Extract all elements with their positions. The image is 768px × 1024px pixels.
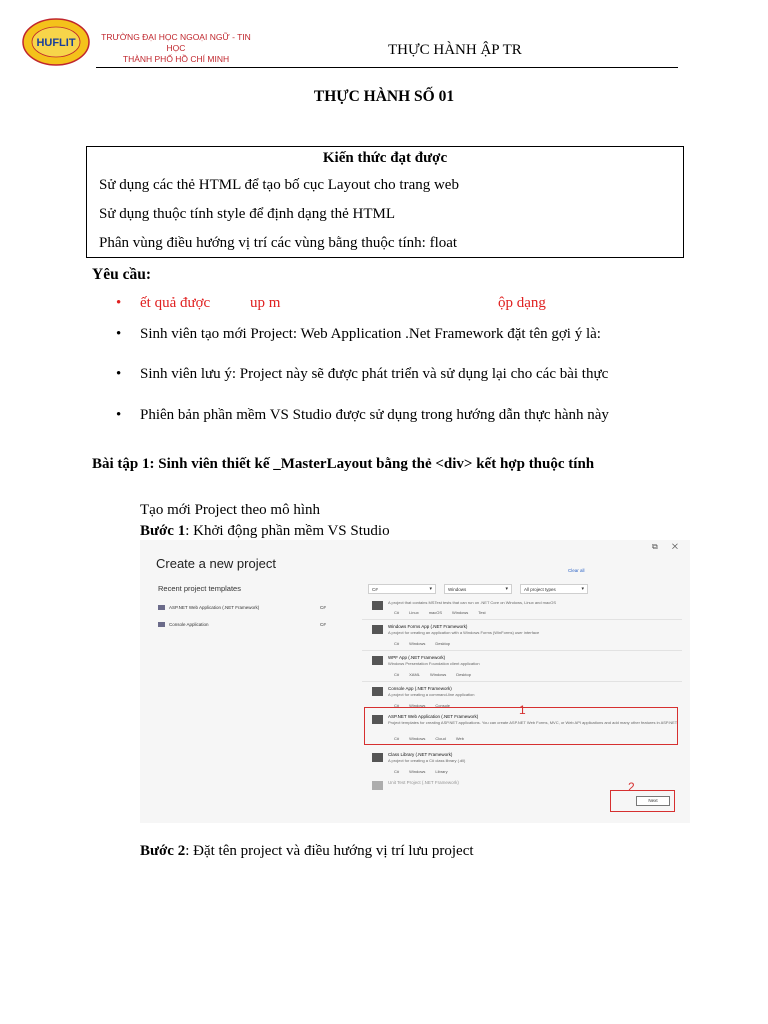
recent-templates-title: Recent project templates — [158, 584, 241, 593]
header-title: THỰC HÀNH ẬP TR — [388, 42, 522, 58]
marker-1: 1 — [519, 703, 526, 717]
divider — [362, 619, 682, 620]
exercise-intro: Tạo mới Project theo mô hình — [140, 502, 320, 518]
requirement-item-red — [140, 295, 546, 312]
knowledge-item: Sử dụng thuộc tính style để định dạng thẻ HTML — [99, 206, 396, 222]
template-desc: Windows Presentation Foundation client application — [388, 661, 480, 666]
step-1 — [140, 523, 390, 540]
knowledge-item: Sử dụng các thẻ HTML để tạo bố cục Layout cho trang web — [99, 177, 459, 193]
step-1-text: : Khởi động phần mềm VS Studio — [185, 523, 390, 539]
requirement-item: • Sinh viên tạo mới Project: Web Application .Net Framework đặt tên gợi ý là: — [140, 326, 601, 343]
university-line-1: TRƯỜNG ĐẠI HỌC NGOẠI NGỮ - TIN HỌC — [101, 32, 251, 53]
template-desc: A project for creating an application with a Windows Forms (WinForms) user interface — [388, 630, 540, 635]
knowledge-title: Kiến thức đạt được — [322, 150, 448, 166]
red-fragment-1: ết quả được — [140, 295, 211, 311]
template-tags: C# Windows Cloud Web — [394, 736, 464, 741]
template-icon — [372, 625, 383, 634]
template-tags: C# XAML Windows Desktop — [394, 672, 471, 677]
template-icon — [372, 656, 383, 665]
recent-template-item[interactable]: Console Application — [158, 622, 209, 627]
step-2-label: Bước 2 — [140, 843, 186, 859]
window-buttons[interactable]: ⧉ ✕ — [651, 542, 684, 551]
template-tags: C# Windows Console — [394, 703, 451, 708]
red-fragment-2: up m — [250, 295, 281, 311]
divider — [362, 650, 682, 651]
template-name: Class Library (.NET Framework) — [388, 752, 453, 757]
template-icon — [372, 687, 383, 696]
university-name — [96, 32, 256, 65]
template-name: Console App (.NET Framework) — [388, 686, 452, 691]
vs-create-project-screenshot — [140, 540, 690, 823]
template-name: ASP.NET Web Application (.NET Framework) — [388, 714, 479, 719]
red-fragment-3: ộp dạng — [498, 295, 546, 311]
recent-template-lang: C# — [320, 622, 326, 627]
language-filter[interactable]: C# ▾ — [368, 584, 436, 594]
logo-text: HUFLIT — [36, 37, 76, 49]
template-name: WPF App (.NET Framework) — [388, 655, 446, 660]
next-button[interactable]: Next — [636, 796, 670, 806]
divider — [362, 681, 682, 682]
requirement-item: • Sinh viên lưu ý: Project này sẽ được phát triển và sử dụng lại cho các bài thực — [140, 366, 608, 383]
template-name: Windows Forms App (.NET Framework) — [388, 624, 468, 629]
template-tags: C# Windows Desktop — [394, 641, 451, 646]
requirements-title: Yêu cầu: — [92, 266, 151, 283]
template-desc: A project for creating a command-line application — [388, 692, 475, 697]
clear-all-link[interactable]: Clear all — [568, 568, 585, 573]
step-2-text: : Đặt tên project và điều hướng vị trí lưu project — [185, 843, 474, 859]
knowledge-item: Phân vùng điều hướng vị trí các vùng bằng thuộc tính: float — [99, 235, 458, 251]
project-type-filter[interactable]: All project types ▾ — [520, 584, 588, 594]
lab-title: THỰC HÀNH SỐ 01 — [313, 88, 455, 105]
template-tags: C# Linux macOS Windows Test — [394, 610, 486, 615]
university-line-2: THÀNH PHỐ HỒ CHÍ MINH — [122, 54, 230, 64]
template-desc: Project templates for creating ASP.NET applications. You can create ASP.NET Web Forms, MVC, or Web API applications and add many other features in ASP.NET. — [388, 720, 678, 725]
knowledge-box — [86, 146, 684, 258]
template-tags: C# Windows Library — [394, 769, 448, 774]
recent-template-item[interactable]: ASP.NET Web Application (.NET Framework) — [158, 605, 259, 610]
template-icon — [372, 753, 383, 762]
exercise-title: Bài tập 1: Sinh viên thiết kế _MasterLayout bằng thẻ <div> kết hợp thuộc tính — [92, 456, 595, 472]
template-icon — [372, 601, 383, 610]
template-icon — [372, 781, 383, 790]
template-desc: A project for creating a C# class library (.dll) — [388, 758, 466, 763]
requirement-item: • Phiên bản phần mềm VS Studio được sử dụng trong hướng dẫn thực hành này — [140, 407, 609, 424]
step-2 — [140, 843, 474, 860]
platform-filter[interactable]: Windows ▾ — [444, 584, 512, 594]
dialog-title: Create a new project — [156, 556, 276, 571]
step-1-label: Bước 1 — [140, 523, 186, 539]
template-desc: A project that contains MSTest tests that can run on .NET Core on Windows, Linux and macOS — [388, 600, 557, 605]
university-logo — [22, 18, 90, 66]
template-name: Unit Test Project (.NET Framework) — [388, 780, 459, 785]
marker-2: 2 — [628, 780, 635, 794]
recent-template-lang: C# — [320, 605, 326, 610]
header-divider — [96, 67, 678, 68]
